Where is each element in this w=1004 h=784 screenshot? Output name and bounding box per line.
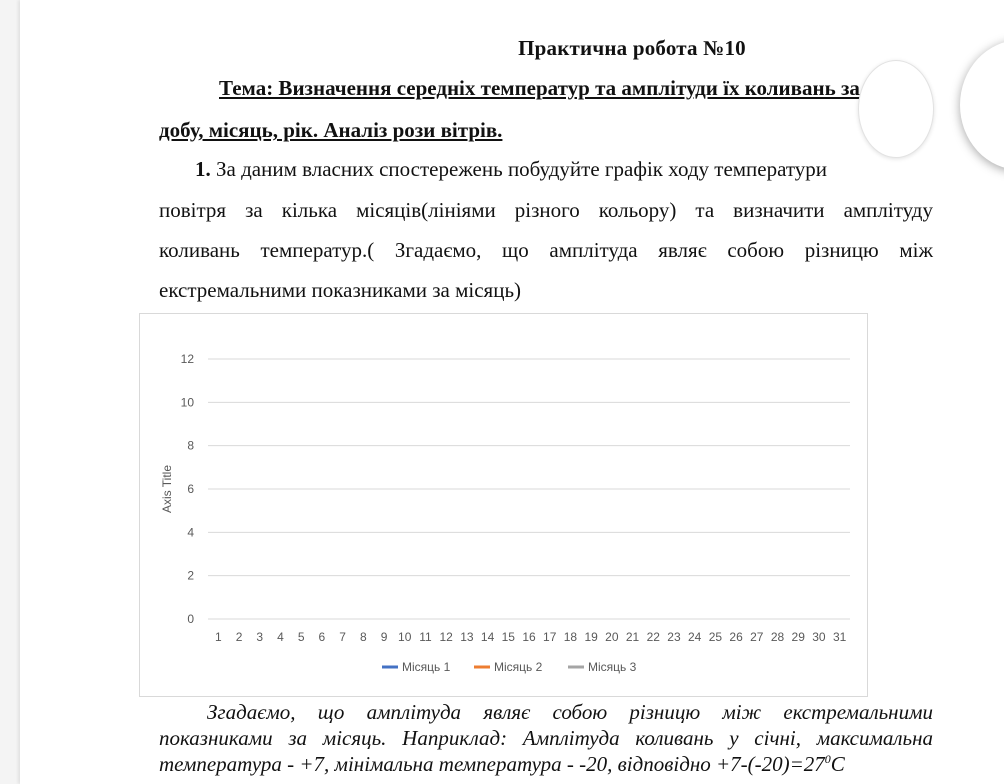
y-tick-label: 0 — [187, 612, 194, 626]
floating-button-small[interactable] — [858, 60, 934, 158]
x-tick-label: 9 — [380, 630, 388, 644]
x-tick-label: 17 — [543, 630, 557, 644]
y-axis-title: Axis Title — [160, 464, 174, 514]
topic-line-1: Тема: Визначення середніх температур та амплітуди їх коливань за — [219, 76, 860, 100]
x-tick-label: 29 — [791, 630, 805, 644]
x-tick-label: 7 — [339, 630, 346, 644]
y-tick-label: 8 — [187, 438, 194, 453]
x-tick-label: 3 — [256, 630, 264, 644]
x-tick-label: 24 — [687, 630, 702, 644]
chart-svg — [140, 314, 867, 696]
chart[interactable] — [139, 313, 868, 697]
x-tick-label: 11 — [419, 630, 432, 644]
note-line-3 — [159, 752, 845, 777]
y-tick-label: 6 — [187, 482, 194, 496]
note-text-3: температура - +7, мінімальна температура - -20, відповідно +7-(-20)=27 — [159, 752, 825, 776]
note-line-2: показниками за місяць. Наприклад: Амплітуда коливань у січні, максимальна — [159, 726, 933, 750]
task-line-4: екстремальними показниками за місяць) — [159, 278, 522, 302]
note-line-1: Згадаємо, що амплітуда являє собою різницю між екстремальними — [207, 700, 933, 724]
x-tick-label: 14 — [480, 630, 495, 644]
y-tick-label: 2 — [187, 568, 194, 583]
x-tick-label: 15 — [501, 630, 515, 644]
task-text-1: За даним власних спостережень побудуйте графік ходу температури — [216, 157, 828, 181]
task-line-3: коливань температур.( Згадаємо, що амплітуда являє собою різницю між — [159, 238, 933, 262]
x-tick-label: 6 — [318, 630, 326, 644]
x-tick-label: 5 — [297, 630, 305, 644]
x-tick-label: 13 — [460, 630, 474, 644]
y-tick-label: 4 — [187, 525, 194, 540]
x-tick-label: 18 — [563, 630, 578, 644]
x-tick-label: 20 — [605, 630, 619, 644]
x-tick-label: 19 — [584, 630, 598, 644]
x-tick-label: 10 — [398, 630, 412, 644]
note-unit: С — [830, 752, 845, 776]
legend-label-3: Місяць 3 — [588, 660, 637, 674]
task-line-1 — [195, 157, 933, 182]
x-tick-label: 12 — [439, 630, 453, 644]
x-tick-label: 21 — [625, 630, 640, 644]
legend-label-2: Місяць 2 — [494, 660, 543, 674]
degree-sup: 0 — [824, 752, 831, 766]
legend-label-1: Місяць 1 — [402, 660, 451, 674]
x-tick-label: 30 — [812, 630, 826, 644]
x-tick-label: 4 — [277, 630, 284, 644]
x-tick-label: 22 — [646, 630, 660, 644]
x-tick-label: 23 — [667, 630, 681, 644]
x-tick-label: 8 — [359, 630, 367, 644]
x-tick-label: 2 — [235, 630, 243, 644]
task-number: 1. — [195, 157, 211, 181]
x-tick-label: 1 — [215, 630, 222, 644]
x-tick-label: 16 — [522, 630, 536, 644]
y-tick-label: 12 — [180, 352, 194, 366]
x-tick-label: 25 — [708, 630, 723, 644]
x-tick-label: 28 — [770, 630, 785, 644]
x-tick-label: 31 — [832, 630, 847, 644]
task-line-2: повітря за кілька місяців(лініями різного кольору) та визначити амплітуду — [159, 198, 933, 222]
y-tick-label: 10 — [180, 395, 194, 410]
page-title: Практична робота №10 — [518, 36, 746, 60]
x-tick-label: 26 — [729, 630, 743, 644]
topic-line-2: добу, місяць, рік. Аналіз рози вітрів. — [159, 118, 503, 142]
x-tick-label: 27 — [750, 630, 764, 644]
